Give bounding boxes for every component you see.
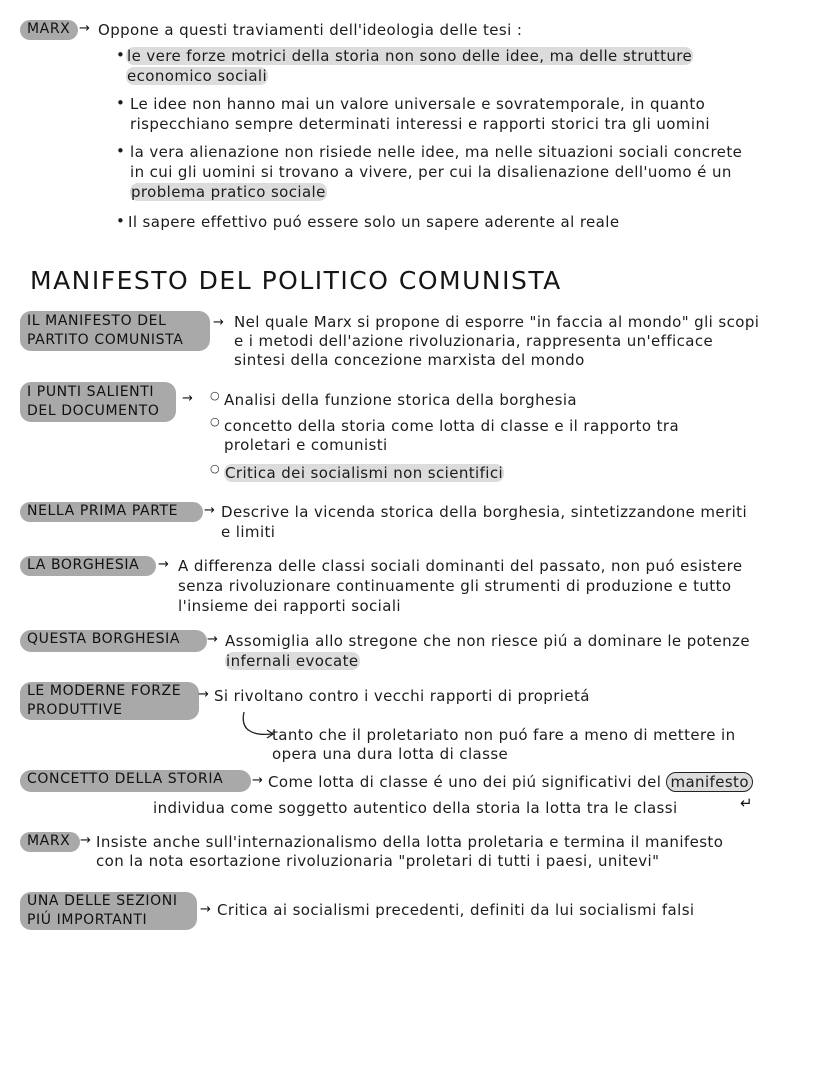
sezioni-line: Critica ai socialismi precedenti, definiti da lui socialismi falsi xyxy=(217,901,695,919)
borghesia-line-2: senza rivoluzionare continuamente gli strumenti di produzione e tutto xyxy=(178,577,732,595)
tag-concetto-storia: CONCETTO DELLA STORIA xyxy=(20,770,251,792)
arrow-icon: → xyxy=(204,503,215,518)
intro-lead: Oppone a questi traviamenti dell'ideologia delle tesi : xyxy=(98,21,523,39)
concetto-line-2: individua come soggetto autentico della storia la lotta tra le classi xyxy=(153,799,678,817)
intro-bullet-1-line-1: le vere forze motrici della storia non sono delle idee, ma delle strutture xyxy=(127,47,693,65)
punti-item-3: Critica dei socialismi non scientifici xyxy=(225,464,504,482)
tag-moderne-forze: LE MODERNE FORZE PRODUTTIVE xyxy=(20,682,199,720)
intro-bullet-1-line-2: economico sociali xyxy=(127,67,268,85)
arrow-icon: → xyxy=(200,902,211,917)
bullet-icon: • xyxy=(116,212,125,230)
marx2-line-2: con la nota esortazione rivoluzionaria "proletari di tutti i paesi, unitevi" xyxy=(96,852,660,870)
arrow-icon: → xyxy=(158,557,169,572)
borghesia-line-3: l'insieme dei rapporti sociali xyxy=(178,597,401,615)
bullet-icon: • xyxy=(116,46,125,64)
bullet-icon: • xyxy=(116,142,125,160)
punti-item-2-line-1: concetto della storia come lotta di classe e il rapporto tra xyxy=(224,417,680,435)
arrow-icon: → xyxy=(79,21,90,36)
arrow-icon: → xyxy=(80,833,91,848)
arrow-icon: → xyxy=(182,391,193,406)
tag-punti-salienti: I PUNTI SALIENTI DEL DOCUMENTO xyxy=(20,382,176,422)
tag-borghesia: LA BORGHESIA xyxy=(20,556,156,576)
forze-sub-line-1: tanto che il proletariato non puó fare a meno di mettere in xyxy=(272,726,736,744)
punti-item-2-line-2: proletari e comunisti xyxy=(224,436,388,454)
bullet-icon: ○ xyxy=(210,462,220,475)
arrow-icon: → xyxy=(213,315,224,330)
tag-marx-2: MARX xyxy=(20,832,80,852)
intro-bullet-2-line-2: rispecchiano sempre determinati interessi e rapporti storici tra gli uomini xyxy=(130,115,710,133)
manifesto-emphasis: manifesto xyxy=(666,772,752,792)
arrow-icon: → xyxy=(207,632,218,647)
intro-bullet-3-line-3: problema pratico sociale xyxy=(131,183,326,201)
bullet-icon: ○ xyxy=(210,415,220,428)
punti-item-1: Analisi della funzione storica della borghesia xyxy=(224,391,577,409)
intro-bullet-3-line-1: la vera alienazione non risiede nelle idee, ma nelle situazioni sociali concrete xyxy=(130,143,743,161)
borghesia-line-1: A differenza delle classi sociali dominanti del passato, non puó esistere xyxy=(178,557,743,575)
page-title: MANIFESTO DEL POLITICO COMUNISTA xyxy=(30,266,562,295)
manifesto-line-3: sintesi della concezione marxista del mondo xyxy=(234,351,585,369)
tag-sezioni-importanti: UNA DELLE SEZIONI PIÚ IMPORTANTI xyxy=(20,892,197,930)
forze-line: Si rivoltano contro i vecchi rapporti di proprietá xyxy=(214,687,590,705)
bullet-icon: • xyxy=(116,94,125,112)
manifesto-line-1: Nel quale Marx si propone di esporre "in faccia al mondo" gli scopi xyxy=(234,313,760,331)
tag-questa-borghesia: QUESTA BORGHESIA xyxy=(20,630,207,652)
arrow-icon: → xyxy=(252,773,263,788)
return-arrow-icon: ↵ xyxy=(740,794,753,812)
intro-bullet-3-line-2: in cui gli uomini si trovano a vivere, per cui la disalienazione dell'uomo é un xyxy=(130,163,732,181)
manifesto-line-2: e i metodi dell'azione rivoluzionaria, rappresenta un'efficace xyxy=(234,332,714,350)
tag-prima-parte: NELLA PRIMA PARTE xyxy=(20,502,203,522)
questa-borghesia-line-1: Assomiglia allo stregone che non riesce piú a dominare le potenze xyxy=(225,632,750,650)
tag-manifesto: IL MANIFESTO DEL PARTITO COMUNISTA xyxy=(20,311,210,351)
prima-parte-line-2: e limiti xyxy=(221,523,276,541)
intro-bullet-2-line-1: Le idee non hanno mai un valore universale e sovratemporale, in quanto xyxy=(130,95,706,113)
prima-parte-line-1: Descrive la vicenda storica della borghesia, sintetizzandone meriti xyxy=(221,503,748,521)
intro-bullet-4-line-1: Il sapere effettivo puó essere solo un sapere aderente al reale xyxy=(128,213,620,231)
concetto-line-1: Come lotta di classe é uno dei piú significativi del manifesto xyxy=(268,773,753,792)
questa-borghesia-line-2: infernali evocate xyxy=(226,652,359,670)
arrow-icon: → xyxy=(198,687,209,702)
marx2-line-1: Insiste anche sull'internazionalismo della lotta proletaria e termina il manifesto xyxy=(96,833,724,851)
tag-marx-intro: MARX xyxy=(20,20,78,40)
forze-sub-line-2: opera una dura lotta di classe xyxy=(272,745,509,763)
bullet-icon: ○ xyxy=(210,389,220,402)
